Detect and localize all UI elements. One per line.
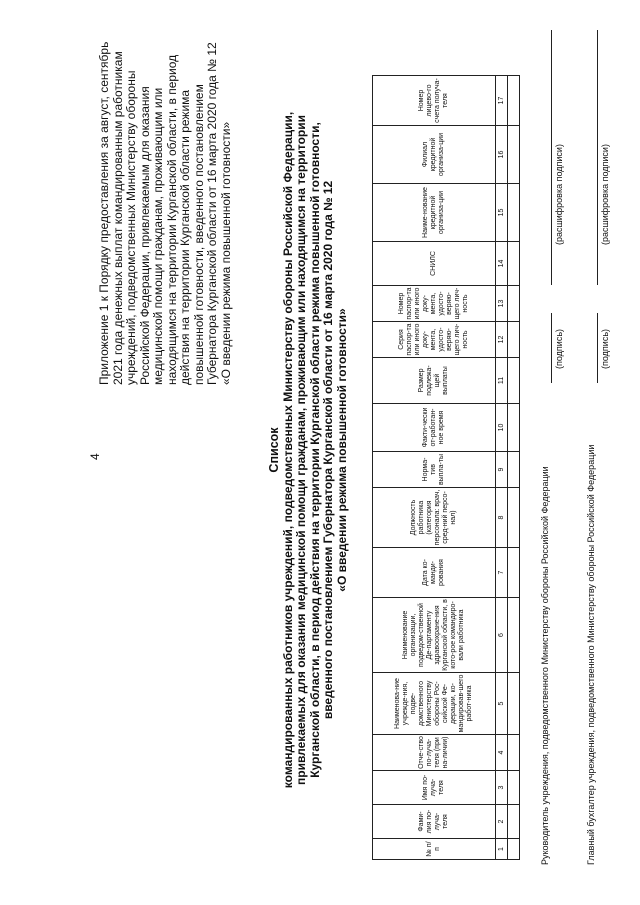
column-number: 6 — [496, 598, 508, 673]
table-cell — [508, 771, 520, 805]
appendix-note: Приложение 1 к Порядку предоставления за август, сентябрь 2021 года денежных выплат командированным работникам учреждений, подведомственных Министерству обороны Российской Федерации, привлекаемым для оказания медицинской помощи гражданам, проживающим или находящимся на территории Курганской области, в период действия на территории Курганской области режима повышенной готовности, введенного постановлением Губернатора Курганской области от 16 марта 2020 года № 12 «О введении режима повышенной готовности» — [97, 41, 233, 385]
column-number: 13 — [496, 286, 508, 322]
column-header: Фами-лия по-луча-теля — [373, 805, 496, 839]
column-header: Наименование организации, подведом-ственной Де-партаменту здравоохране-ния Курганской области, в кото-рое командиро-вали работника — [373, 598, 496, 673]
column-header: Норма-тив выпла-ты — [373, 452, 496, 488]
name-line — [597, 30, 598, 285]
column-number-row — [496, 76, 508, 860]
subtitle-line: Курганской области, в период действия на территории Курганской области режима повышенной готовности, — [307, 122, 322, 778]
table-cell — [508, 839, 520, 860]
name-caption: (расшифровка подписи) — [554, 144, 564, 245]
column-number: 11 — [496, 358, 508, 404]
column-header: Наиме-нование кредитной организа-ции — [373, 184, 496, 242]
table-cell — [508, 805, 520, 839]
column-number: 17 — [496, 76, 508, 126]
table-header-row — [373, 76, 496, 860]
column-header: Имя по-луча-теля — [373, 771, 496, 805]
column-header: Наименова-ние учрежде-ния, подве-домственного Министерству обороны Рос-сийской Фе-дерации, ко-мандировав-шего работ-ника — [373, 673, 496, 735]
column-number: 12 — [496, 322, 508, 358]
table-cell — [508, 488, 520, 548]
column-number: 16 — [496, 126, 508, 184]
column-header: Серия паспор-та или иного доку-мента, удосто-веряю-щего лич-ность — [373, 322, 496, 358]
table-cell — [508, 452, 520, 488]
column-header: Отче-ство по-луча-теля (при на-личии) — [373, 735, 496, 771]
table-row — [508, 76, 520, 860]
table-cell — [508, 76, 520, 126]
table-cell — [508, 673, 520, 735]
column-number: 3 — [496, 771, 508, 805]
column-header: № п/п — [373, 839, 496, 860]
column-number: 8 — [496, 488, 508, 548]
column-number: 2 — [496, 805, 508, 839]
subtitle-line: командированных работников учреждений, подведомственных Министерству обороны Российской Федерации, — [280, 111, 295, 789]
column-header: Размер подлежа-щей выплаты — [373, 358, 496, 404]
subtitle-line: «О введении режима повышенной готовности» — [334, 308, 349, 592]
signature-block-head — [540, 45, 568, 905]
table-cell — [508, 126, 520, 184]
column-header: Филиал кредитной организа-ции — [373, 126, 496, 184]
signature-line — [551, 313, 552, 383]
column-number: 9 — [496, 452, 508, 488]
table-cell — [508, 358, 520, 404]
document-title: Список — [267, 427, 281, 473]
signature-line — [597, 313, 598, 383]
column-number: 14 — [496, 242, 508, 286]
table-cell — [508, 184, 520, 242]
table-cell — [508, 286, 520, 322]
table-cell — [508, 735, 520, 771]
signatory-role: Главный бухгалтер учреждения, подведомственного Министерству обороны Российской Федерации — [586, 444, 596, 865]
signature-caption: (подпись) — [600, 328, 610, 369]
recipients-table — [372, 75, 520, 860]
page-number: 4 — [88, 453, 102, 460]
column-header: СНИЛС — [373, 242, 496, 286]
table-cell — [508, 598, 520, 673]
column-header: Должность работника (категория персонала: врач, сред-ний персо-нал) — [373, 488, 496, 548]
name-caption: (расшифровка подписи) — [600, 144, 610, 245]
column-number: 10 — [496, 404, 508, 452]
table-cell — [508, 242, 520, 286]
column-number: 4 — [496, 735, 508, 771]
table-cell — [508, 548, 520, 598]
column-header: Номер лицево-го счета получа-теля — [373, 76, 496, 126]
column-header: Номер паспор-та или иного доку-мента, удосто-веряю-щего лич-ность — [373, 286, 496, 322]
column-header: Дата ко-манди-рования — [373, 548, 496, 598]
name-line — [551, 30, 552, 285]
signature-block-accountant — [586, 45, 614, 905]
signature-caption: (подпись) — [554, 328, 564, 369]
column-header: Факти-чески от-работан-ное время — [373, 404, 496, 452]
document-title-block — [268, 40, 349, 860]
table-cell — [508, 404, 520, 452]
subtitle-line: привлекаемых для оказания медицинской помощи гражданам, проживающим или находящимся на территории — [294, 115, 308, 785]
column-number: 1 — [496, 839, 508, 860]
signatory-role: Руководитель учреждения, подведомственного Министерству обороны Российской Федерации — [540, 466, 550, 865]
column-number: 7 — [496, 548, 508, 598]
column-number: 5 — [496, 673, 508, 735]
subtitle-line: введенного постановлением Губернатора Курганской области от 16 марта 2020 года № 12 — [321, 180, 335, 720]
column-number: 15 — [496, 184, 508, 242]
table-cell — [508, 322, 520, 358]
